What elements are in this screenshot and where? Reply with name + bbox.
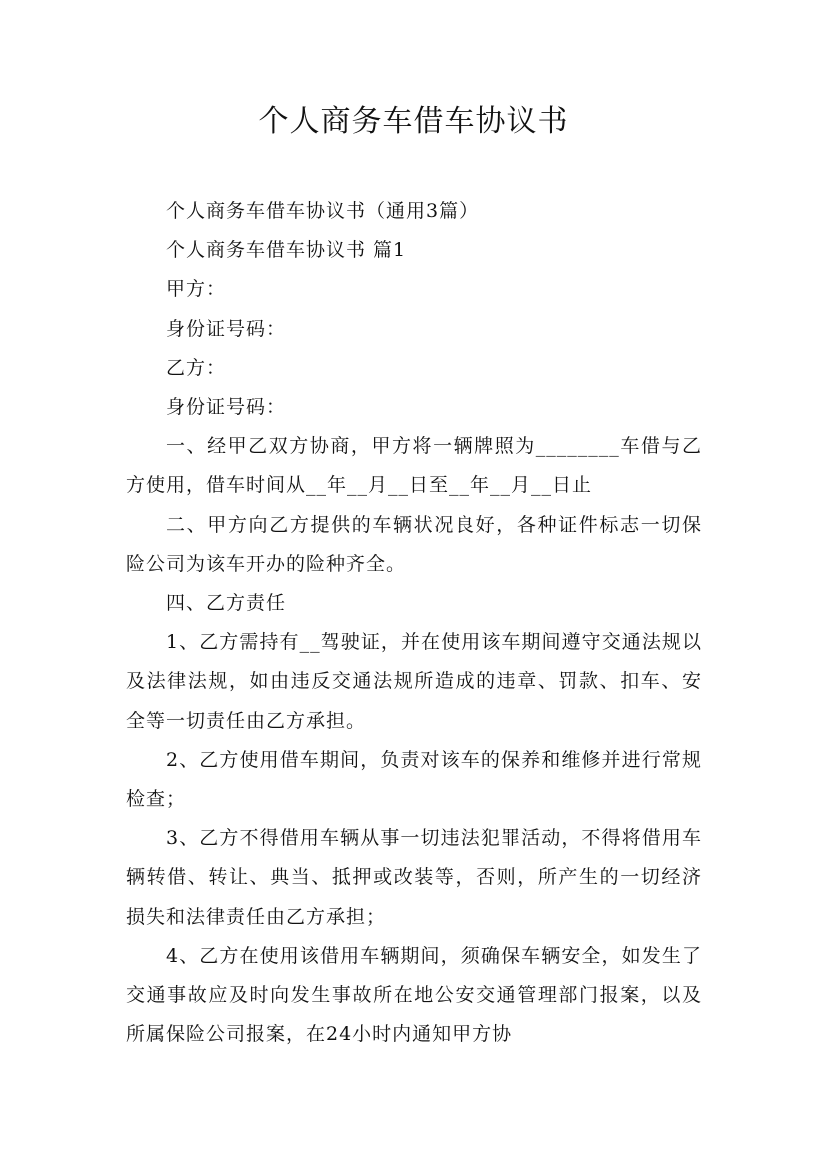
paragraph: 个人商务车借车协议书 篇1 <box>166 239 407 262</box>
paragraph: 乙方： <box>166 356 227 379</box>
paragraph: 个人商务车借车协议书（通用3篇） <box>166 200 480 222</box>
paragraph: 3、乙方不得借用车辆从事一切违法犯罪活动，不得将借用车辆转借、转让、典当、抵押或改装等，否则，所产生的一切经济损失和法律责任由乙方承担； <box>126 827 702 928</box>
paragraph: 2、乙方使用借车期间，负责对该车的保养和维修并进行常规检查； <box>126 748 702 811</box>
paragraph: 1、乙方需持有__驾驶证，并在使用该车期间遵守交通法规以及法律法规，如由违反交通法规所造成的违章、罚款、扣车、安全等一切责任由乙方承担。 <box>126 631 702 732</box>
paragraph: 4、乙方在使用该借用车辆期间，须确保车辆安全，如发生了交通事故应及时向发生事故所在地公安交通管理部门报案，以及所属保险公司报案，在24小时内通知甲方协 <box>126 944 702 1046</box>
paragraph: 二、甲方向乙方提供的车辆状况良好，各种证件标志一切保险公司为该车开办的险种齐全。 <box>126 513 702 575</box>
paragraph: 一、经甲乙双方协商，甲方将一辆牌照为________车借与乙方使用，借车时间从__年__月__日至__年__月__日止 <box>126 435 702 497</box>
paragraph: 身份证号码： <box>166 317 287 340</box>
document-body <box>126 192 702 1054</box>
paragraph: 甲方： <box>166 278 227 301</box>
paragraph: 四、乙方责任 <box>166 592 287 615</box>
paragraph: 身份证号码： <box>166 396 287 419</box>
document-title: 个人商务车借车协议书 <box>258 104 569 139</box>
